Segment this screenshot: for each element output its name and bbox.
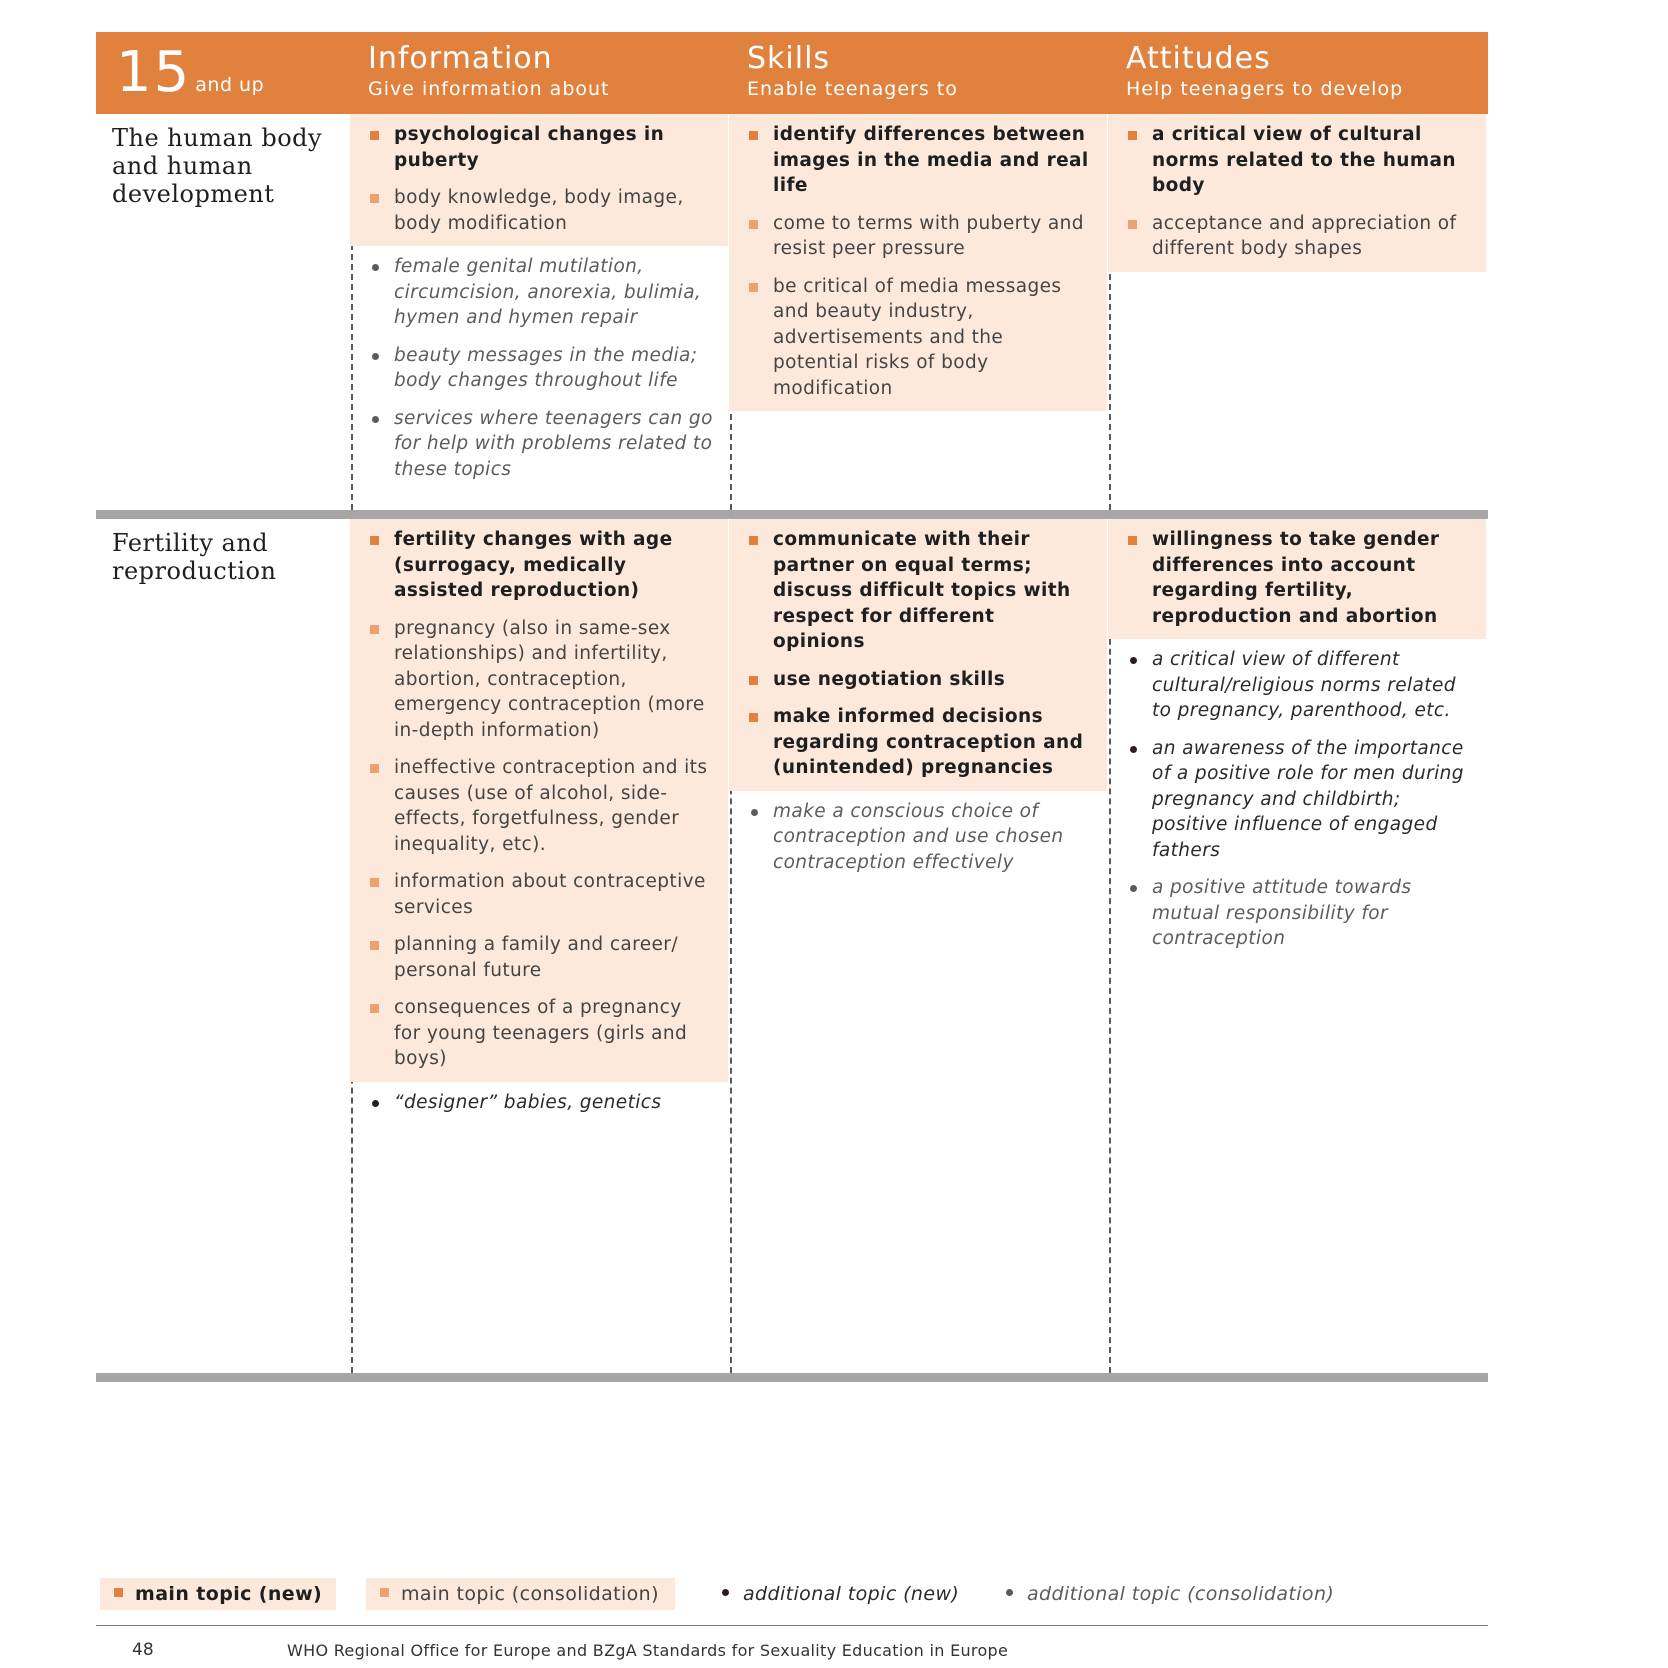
list-item: acceptance and appreciation of different body shapes (1128, 211, 1472, 262)
legend-main-consolidation: main topic (consolidation) (366, 1578, 675, 1610)
table-row-fertility (96, 519, 1488, 1373)
list-item: pregnancy (also in same-sex relationships) and infertility, abortion, contraception, emergency contraception (more in-depth information) (370, 616, 714, 744)
list-item: communicate with their partner on equal terms; discuss difficult topics with respect for different opinions (749, 527, 1093, 655)
additional-topics (729, 791, 1107, 886)
list-item: an awareness of the importance of a positive role for men during pregnancy and childbirth; positive influence of engaged fathers (1128, 736, 1472, 864)
list-item: fertility changes with age (surrogacy, medically assisted reproduction) (370, 527, 714, 604)
list-item: “designer” babies, genetics (370, 1090, 714, 1116)
cell-attitudes (1108, 519, 1486, 962)
square-bullet-icon (749, 220, 758, 229)
round-bullet-icon (372, 1100, 379, 1107)
list-item: make a conscious choice of contraception and use chosen contraception effectively (749, 799, 1093, 876)
round-bullet-icon (722, 1589, 729, 1596)
age-group (116, 40, 264, 105)
main-topics (350, 114, 728, 246)
list-item: ineffective contraception and its causes (use of alcohol, side-effects, forgetfulness, gender inequality, etc). (370, 755, 714, 857)
list-item: body knowledge, body image, body modification (370, 185, 714, 236)
cell-skills (729, 114, 1107, 411)
main-topics (350, 519, 728, 1082)
footer-text: WHO Regional Office for Europe and BZgA Standards for Sexuality Education in Europe (287, 1641, 1009, 1660)
list-item: make informed decisions regarding contraception and (unintended) pregnancies (749, 704, 1093, 781)
additional-topics (350, 246, 728, 492)
header-title: Skills (747, 41, 831, 76)
main-topics (729, 519, 1107, 791)
round-bullet-icon (751, 809, 758, 816)
legend-main-new: main topic (new) (100, 1578, 336, 1610)
list-item: information about contraceptive services (370, 869, 714, 920)
table-row-human-body (96, 114, 1488, 510)
main-topics (1108, 114, 1486, 272)
main-topics (729, 114, 1107, 411)
header-skills (747, 41, 958, 101)
list-item: consequences of a pregnancy for young teenagers (girls and boys) (370, 995, 714, 1072)
additional-topics (350, 1082, 728, 1126)
round-bullet-icon (372, 264, 379, 271)
square-bullet-icon (1128, 131, 1137, 140)
header-title: Attitudes (1126, 41, 1271, 76)
header-attitudes (1126, 41, 1403, 101)
row-separator (96, 1373, 1488, 1382)
square-bullet-icon (114, 1588, 123, 1597)
list-item: a positive attitude towards mutual responsibility for contraception (1128, 875, 1472, 952)
additional-topics (1108, 639, 1486, 962)
square-bullet-icon (380, 1588, 389, 1597)
round-bullet-icon (1006, 1589, 1013, 1596)
cell-attitudes (1108, 114, 1486, 272)
square-bullet-icon (370, 625, 379, 634)
round-bullet-icon (1130, 885, 1137, 892)
age-number: 15 (116, 40, 192, 105)
square-bullet-icon (749, 676, 758, 685)
list-item: services where teenagers can go for help with problems related to these topics (370, 406, 714, 483)
legend-additional-consolidation: additional topic (consolidation) (1006, 1578, 1334, 1610)
square-bullet-icon (749, 131, 758, 140)
list-item: come to terms with puberty and resist peer pressure (749, 211, 1093, 262)
square-bullet-icon (370, 941, 379, 950)
list-item: willingness to take gender differences into account regarding fertility, reproduction and abortion (1128, 527, 1472, 629)
list-item: identify differences between images in the media and real life (749, 122, 1093, 199)
list-item: female genital mutilation, circumcision, anorexia, bulimia, hymen and hymen repair (370, 254, 714, 331)
header-subtitle: Enable teenagers to (747, 78, 958, 100)
round-bullet-icon (372, 416, 379, 423)
square-bullet-icon (370, 131, 379, 140)
list-item: psychological changes in puberty (370, 122, 714, 173)
cell-skills (729, 519, 1107, 885)
square-bullet-icon (749, 283, 758, 292)
footer-divider (96, 1625, 1488, 1626)
round-bullet-icon (372, 353, 379, 360)
square-bullet-icon (370, 764, 379, 773)
square-bullet-icon (370, 1004, 379, 1013)
row-title: Fertility and reproduction (112, 529, 277, 585)
list-item: a critical view of cultural norms related to the human body (1128, 122, 1472, 199)
age-suffix: and up (195, 74, 265, 96)
list-item: planning a family and career/ personal future (370, 932, 714, 983)
table-header (96, 32, 1488, 114)
round-bullet-icon (1130, 657, 1137, 664)
legend (100, 1578, 1400, 1610)
header-title: Information (368, 41, 553, 76)
list-item: a critical view of different cultural/religious norms related to pregnancy, parenthood, etc. (1128, 647, 1472, 724)
row-separator (96, 510, 1488, 519)
square-bullet-icon (370, 536, 379, 545)
list-item: beauty messages in the media; body changes throughout life (370, 343, 714, 394)
square-bullet-icon (370, 194, 379, 203)
round-bullet-icon (1130, 746, 1137, 753)
square-bullet-icon (749, 536, 758, 545)
main-topics (1108, 519, 1486, 639)
list-item: use negotiation skills (749, 667, 1093, 693)
square-bullet-icon (1128, 220, 1137, 229)
cell-information (350, 519, 728, 1125)
row-title: The human body and human development (112, 124, 323, 208)
page-number: 48 (132, 1640, 154, 1660)
header-subtitle: Give information about (368, 78, 610, 100)
square-bullet-icon (749, 713, 758, 722)
header-information (368, 41, 610, 101)
square-bullet-icon (370, 878, 379, 887)
cell-information (350, 114, 728, 492)
list-item: be critical of media messages and beauty industry, advertisements and the potential risks of body modification (749, 274, 1093, 402)
header-subtitle: Help teenagers to develop (1126, 78, 1404, 100)
legend-additional-new: additional topic (new) (722, 1578, 959, 1610)
square-bullet-icon (1128, 536, 1137, 545)
